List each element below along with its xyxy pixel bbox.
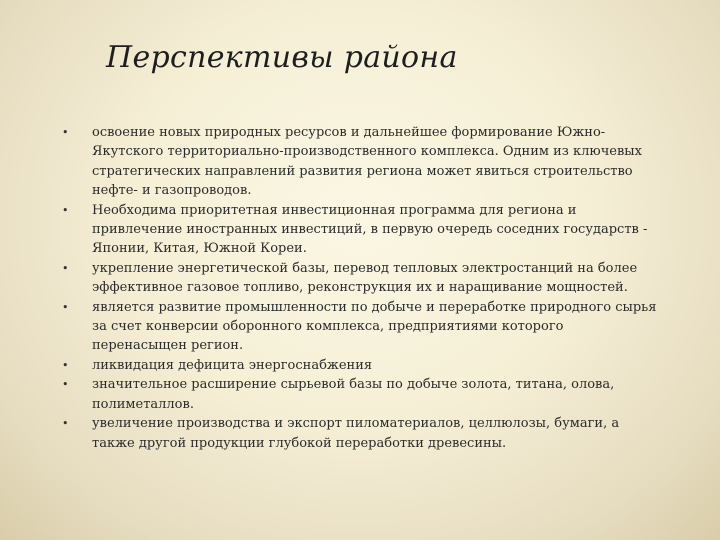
- bullet-item: [62, 375, 662, 414]
- bullet-dot-icon: •: [62, 378, 69, 392]
- bullet-dot-icon: •: [62, 126, 69, 139]
- bullet-item: [62, 356, 662, 375]
- bullet-item: [62, 201, 662, 259]
- bullet-text: Необходима приоритетная инвестиционная программа для региона и привлечение иностранных инвестиций, в первую очередь соседних государств - Японии, Китая, Южной Кореи.: [92, 202, 648, 257]
- bullet-dot-icon: •: [62, 300, 69, 314]
- bullet-text: освоение новых природных ресурсов и дальнейшее формирование Южно-Якутского территориально-производственного комплекса. Одним из ключевых стратегических направлений развития региона может явиться строительство нефте- и газопроводов.: [92, 125, 642, 199]
- bullet-dot-icon: •: [62, 417, 69, 431]
- bullet-text: является развитие промышленности по добыче и переработке природного сырья за счет конверсии оборонного комплекса, предприятиями которого перенасыщен регион.: [92, 299, 657, 354]
- slide-title: Перспективы района: [106, 40, 458, 75]
- bullet-text: ликвидация дефицита энергоснабжения: [92, 357, 373, 373]
- bullet-text: увеличение производства и экспорт пиломатериалов, целлюлозы, бумаги, а также другой продукции глубокой переработки древесины.: [92, 416, 620, 451]
- bullet-item: [62, 414, 662, 453]
- bullet-item: [62, 259, 662, 298]
- bullet-text: укрепление энергетической базы, перевод тепловых электростанций на более эффективное газовое топливо, реконструкция их и наращивание мощностей.: [92, 260, 638, 296]
- bullet-dot-icon: •: [62, 203, 69, 217]
- bullet-item: [62, 123, 662, 201]
- bullet-item: [62, 298, 662, 356]
- bullet-text: значительное расширение сырьевой базы по добыче золота, титана, олова, полиметаллов.: [92, 377, 615, 412]
- bullet-list: [62, 123, 662, 453]
- bullet-dot-icon: •: [62, 358, 69, 372]
- bullet-dot-icon: •: [62, 261, 69, 275]
